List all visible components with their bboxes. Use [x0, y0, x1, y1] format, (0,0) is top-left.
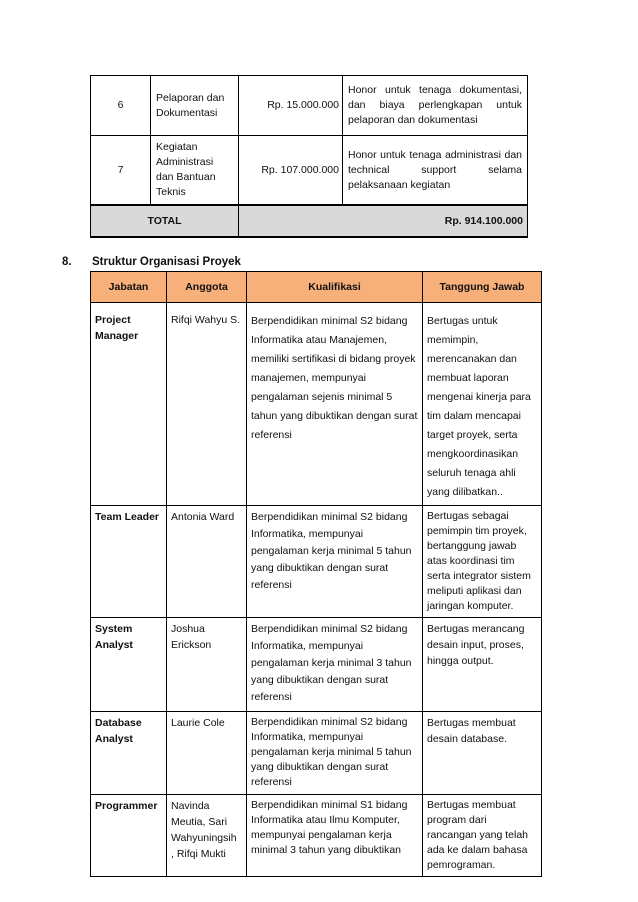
cell-tanggung-jawab: Bertugas membuat program dari rancangan yang telah ada ke dalam bahasa pemrograman.	[423, 795, 542, 877]
table-row	[91, 506, 542, 618]
cell-kualifikasi: Berpendidikan minimal S2 bidang Informatika atau Manajemen, memiliki sertifikasi di bidang proyek manajemen, mempunyai pengalaman sejenis minimal 5 tahun yang dibuktikan dengan surat referensi	[247, 303, 423, 506]
header-anggota: Anggota	[167, 272, 247, 303]
budget-row-description: Honor untuk tenaga administrasi dan technical support selama pelaksanaan kegiatan	[343, 136, 528, 206]
role-label: System Analyst	[95, 623, 133, 651]
budget-total-label: TOTAL	[91, 205, 239, 237]
table-row	[91, 712, 542, 795]
table-row	[91, 303, 542, 506]
budget-row-number: 7	[91, 136, 151, 206]
cell-anggota: Navinda Meutia, Sari Wahyuningsih , Rifqi Mukti	[167, 795, 247, 877]
budget-total-value: Rp. 914.100.000	[239, 205, 528, 237]
cell-anggota: Antonia Ward	[167, 506, 247, 618]
cell-kualifikasi: Berpendidikan minimal S2 bidang Informatika, mempunyai pengalaman kerja minimal 5 tahun yang dibuktikan dengan surat referensi	[247, 712, 423, 795]
cell-anggota: Joshua Erickson	[167, 618, 247, 712]
role-label: Database Analyst	[95, 717, 142, 745]
cell-tanggung-jawab: Bertugas merancang desain input, proses, hingga output.	[423, 618, 542, 712]
header-jabatan: Jabatan	[91, 272, 167, 303]
section-title: Struktur Organisasi Proyek	[92, 256, 241, 268]
section-heading	[62, 256, 241, 268]
budget-row	[91, 136, 528, 206]
table-row	[91, 618, 542, 712]
cell-kualifikasi: Berpendidikan minimal S2 bidang Informatika, mempunyai pengalaman kerja minimal 5 tahun yang dibuktikan dengan surat referensi	[247, 506, 423, 618]
budget-row	[91, 76, 528, 136]
cell-anggota: Rifqi Wahyu S.	[167, 303, 247, 506]
budget-row-number: 6	[91, 76, 151, 136]
cell-tanggung-jawab: Bertugas untuk memimpin, merencanakan dan membuat laporan mengenai kinerja para tim dalam mencapai target proyek, serta mengkoordinasikan seluruh tenaga ahli yang dilibatkan..	[423, 303, 542, 506]
cell-anggota: Laurie Cole	[167, 712, 247, 795]
budget-row-description: Honor untuk tenaga dokumentasi, dan biaya perlengkapan untuk pelaporan dan dokumentasi	[343, 76, 528, 136]
header-tanggung-jawab: Tanggung Jawab	[423, 272, 542, 303]
cell-jabatan	[91, 795, 167, 877]
header-kualifikasi: Kualifikasi	[247, 272, 423, 303]
cell-jabatan	[91, 303, 167, 506]
role-label: Project Manager	[95, 314, 139, 342]
cell-tanggung-jawab: Bertugas membuat desain database.	[423, 712, 542, 795]
role-label: Programmer	[95, 800, 158, 812]
org-header-row	[91, 272, 542, 303]
role-label: Team Leader	[95, 511, 159, 523]
budget-row-item: Kegiatan Administrasi dan Bantuan Teknis	[151, 136, 239, 206]
cell-jabatan	[91, 618, 167, 712]
budget-row-amount: Rp. 15.000.000	[239, 76, 343, 136]
cell-jabatan	[91, 506, 167, 618]
table-row	[91, 795, 542, 877]
budget-total-row	[91, 205, 528, 237]
section-number: 8.	[62, 256, 72, 268]
budget-table	[90, 75, 528, 238]
budget-row-item: Pelaporan dan Dokumentasi	[151, 76, 239, 136]
cell-kualifikasi: Berpendidikan minimal S2 bidang Informatika, mempunyai pengalaman kerja minimal 3 tahun yang dibuktikan dengan surat referensi	[247, 618, 423, 712]
org-structure-table	[90, 271, 542, 877]
budget-row-amount: Rp. 107.000.000	[239, 136, 343, 206]
cell-jabatan	[91, 712, 167, 795]
cell-tanggung-jawab: Bertugas sebagai pemimpin tim proyek, bertanggung jawab atas koordinasi tim serta integrator sistem meliputi aplikasi dan jaringan komputer.	[423, 506, 542, 618]
cell-kualifikasi: Berpendidikan minimal S1 bidang Informatika atau Ilmu Komputer, mempunyai pengalaman kerja minimal 3 tahun yang dibuktikan	[247, 795, 423, 877]
